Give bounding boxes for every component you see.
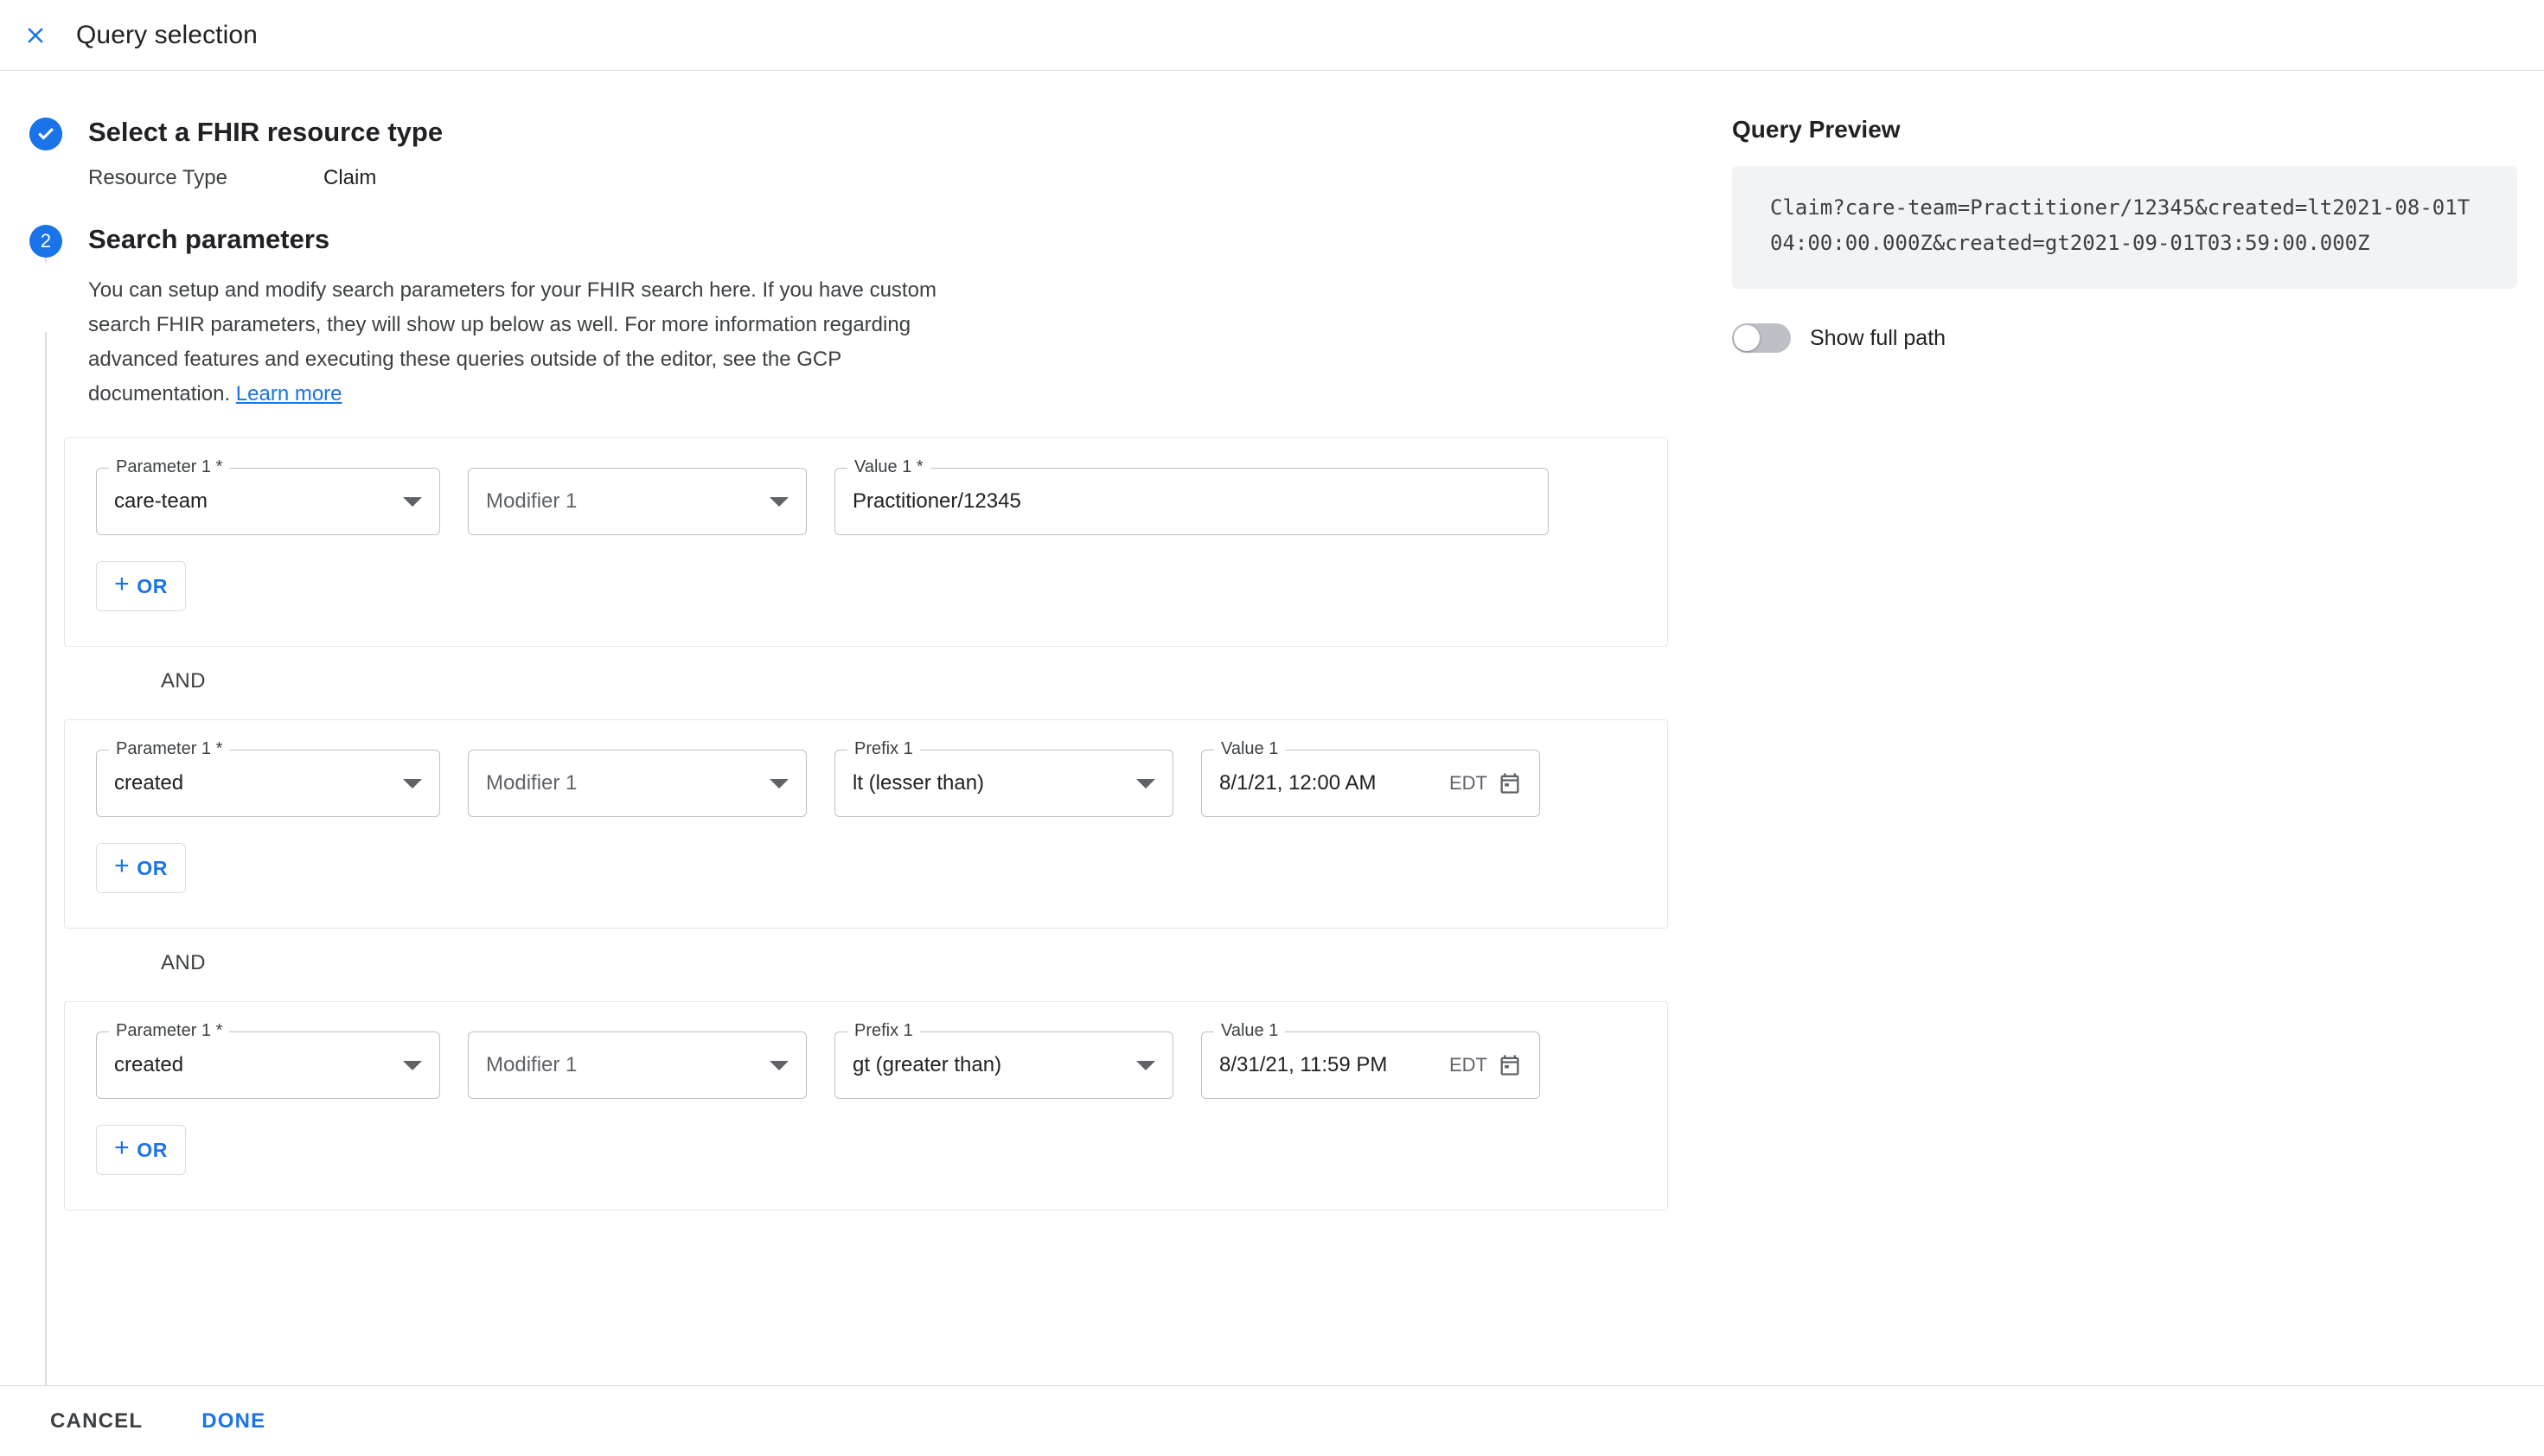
value-text-2: 8/1/21, 12:00 AM [1219, 771, 1377, 795]
step-2-number: 2 [29, 225, 62, 258]
done-button[interactable]: DONE [201, 1408, 266, 1433]
prefix-value-3: gt (greater than) [853, 1053, 1002, 1076]
value-label-2: Value 1 [1214, 739, 1285, 759]
parameter-label-2: Parameter 1 * [109, 739, 229, 759]
calendar-icon[interactable] [1498, 771, 1522, 795]
chevron-down-icon [403, 779, 422, 789]
parameter-group-2 [64, 719, 1668, 929]
query-preview-panel [1732, 116, 2517, 353]
parameter-group-3 [64, 1001, 1668, 1210]
query-preview-text: Claim?care-team=Practitioner/12345&created=lt2021-08-01T04:00:00.000Z&created=gt2021-09-01T03:59:00.000Z [1732, 166, 2517, 289]
resource-type-value: Claim [323, 166, 377, 189]
chevron-down-icon [403, 497, 422, 507]
resource-type-label: Resource Type [88, 166, 227, 189]
parameter-value-2: created [114, 771, 184, 795]
modifier-placeholder-2: Modifier 1 [486, 771, 578, 795]
query-preview-title: Query Preview [1732, 116, 1901, 143]
check-circle-icon [29, 118, 62, 150]
close-button[interactable] [16, 16, 55, 55]
stepper-connector-2 [45, 332, 47, 1385]
chevron-down-icon [403, 1061, 422, 1070]
value-timezone-2: EDT [1449, 772, 1487, 794]
resource-type-row [88, 166, 1707, 190]
or-label-3: OR [137, 1138, 168, 1161]
plus-icon: + [114, 1134, 131, 1162]
chevron-down-icon [1136, 1061, 1155, 1070]
value-input-1[interactable] [834, 457, 1549, 535]
chevron-down-icon [1136, 779, 1155, 789]
prefix-select-3[interactable] [834, 1021, 1173, 1099]
step-1-title: Select a FHIR resource type [88, 117, 444, 147]
modifier-select-3[interactable] [468, 1031, 807, 1099]
value-label-1: Value 1 * [847, 457, 930, 477]
dialog-footer [0, 1385, 2544, 1456]
show-full-path-row [1732, 323, 2517, 353]
value-timezone-3: EDT [1449, 1054, 1487, 1076]
chevron-down-icon [770, 497, 789, 507]
plus-icon: + [114, 570, 131, 598]
parameter-group-1 [64, 437, 1668, 647]
dialog-title: Query selection [76, 20, 258, 49]
chevron-down-icon [770, 1061, 789, 1070]
prefix-select-2[interactable] [834, 739, 1173, 817]
dialog-content [0, 71, 2544, 1385]
dialog-titlebar [0, 0, 2544, 71]
step-2 [29, 223, 1707, 412]
modifier-select-1[interactable] [468, 468, 807, 535]
chevron-down-icon [770, 779, 789, 789]
value-label-3: Value 1 [1214, 1021, 1285, 1041]
value-text-3: 8/31/21, 11:59 PM [1219, 1053, 1388, 1076]
parameter-select-1[interactable] [96, 457, 440, 535]
add-or-button-1[interactable] [96, 561, 186, 611]
parameter-label-1: Parameter 1 * [109, 457, 229, 477]
parameter-value-3: created [114, 1053, 184, 1076]
plus-icon: + [114, 852, 131, 880]
show-full-path-toggle[interactable] [1732, 323, 1791, 353]
modifier-placeholder-3: Modifier 1 [486, 1053, 578, 1076]
parameter-select-2[interactable] [96, 739, 440, 817]
prefix-label-2: Prefix 1 [847, 739, 920, 759]
value-datetime-3[interactable] [1201, 1021, 1540, 1099]
toggle-knob [1734, 325, 1760, 351]
step-1 [29, 116, 1707, 150]
and-separator-2: AND [161, 951, 206, 974]
cancel-button[interactable]: CANCEL [50, 1408, 144, 1433]
or-label-2: OR [137, 856, 168, 879]
or-label-1: OR [137, 574, 168, 597]
modifier-select-2[interactable] [468, 750, 807, 817]
description-text: You can setup and modify search parameters for your FHIR search here. If you have custom search FHIR parameters, they will show up below as well. For more information regarding advanced features and executing these queries outside of the editor, see the GCP documentation. [88, 278, 936, 406]
learn-more-link[interactable]: Learn more [235, 382, 342, 406]
step-2-title: Search parameters [88, 224, 330, 254]
close-icon [22, 22, 48, 48]
add-or-button-3[interactable] [96, 1125, 186, 1175]
parameter-select-3[interactable] [96, 1021, 440, 1099]
and-separator-1: AND [161, 669, 206, 693]
stepper [29, 116, 1707, 1210]
parameter-value-1: care-team [114, 489, 208, 513]
step-2-description [88, 273, 979, 412]
value-text-1: Practitioner/12345 [853, 489, 1021, 513]
show-full-path-label: Show full path [1810, 325, 1946, 350]
prefix-value-2: lt (lesser than) [853, 771, 985, 795]
modifier-placeholder-1: Modifier 1 [486, 489, 578, 513]
prefix-label-3: Prefix 1 [847, 1021, 920, 1041]
add-or-button-2[interactable] [96, 843, 186, 893]
parameter-label-3: Parameter 1 * [109, 1021, 229, 1041]
value-datetime-2[interactable] [1201, 739, 1540, 817]
calendar-icon[interactable] [1498, 1053, 1522, 1077]
